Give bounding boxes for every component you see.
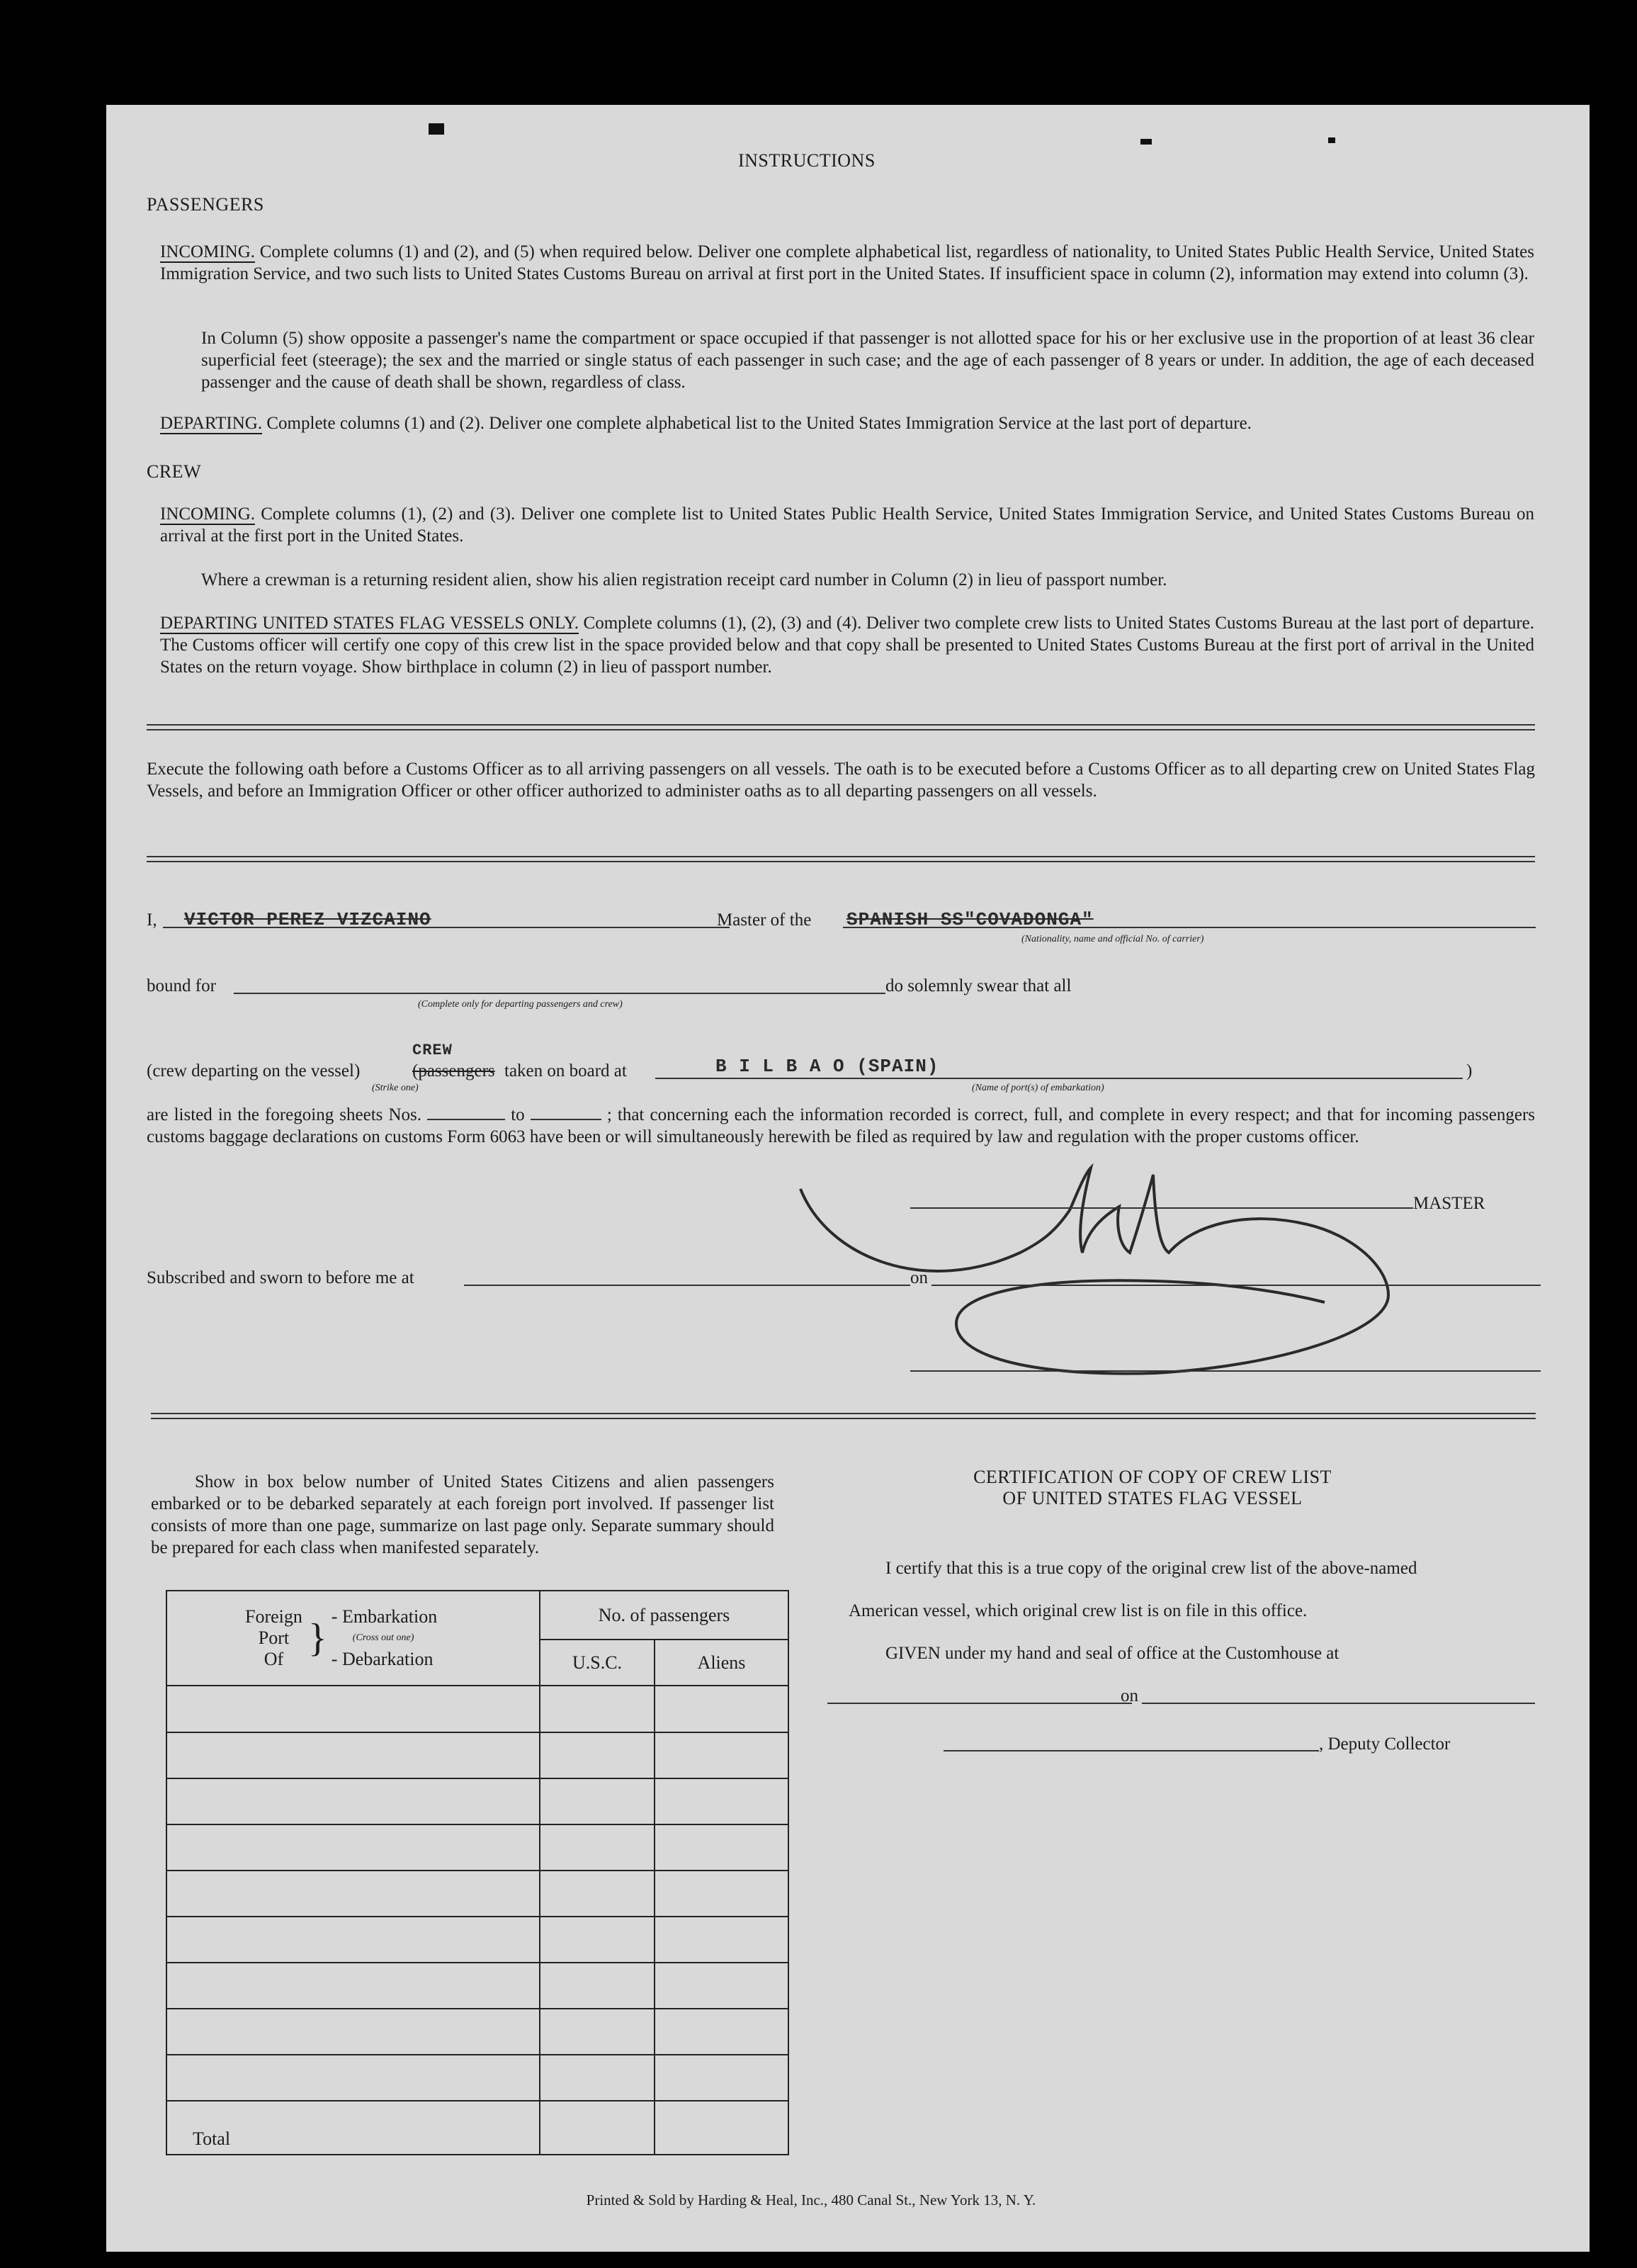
certification-title-1: CERTIFICATION OF COPY OF CREW LIST [973,1467,1332,1487]
given-text: GIVEN under my hand and seal of office at the Customhouse at [885,1644,1339,1663]
aliens-cell[interactable] [655,1963,788,2009]
printer-footer: Printed & Sold by Harding & Heal, Inc., 480 Canal St., New York 13, N. Y. [586,2191,1036,2208]
usc-total-cell[interactable] [540,2101,655,2155]
brace-icon: } [307,1616,327,1661]
ink-mark [1328,137,1335,143]
total-label: Total [166,2101,540,2155]
certify-text: I certify that this is a true copy of the original crew list of the above-named [885,1559,1417,1578]
passengers-incoming-label: INCOMING. [160,242,256,261]
foreign-port-of [245,1606,302,1670]
usc-header: U.S.C. [540,1640,655,1686]
aliens-cell[interactable] [655,1778,788,1824]
crew-departing-label: (crew departing on the vessel) [147,1061,361,1081]
deputy-collector-label: , Deputy Collector [1319,1734,1451,1754]
passengers-heading: PASSENGERS [147,194,264,215]
form-sheet [106,105,1590,2252]
port-of-embarkation: B I L B A O (SPAIN) [715,1056,939,1077]
subscribed-place-line [464,1285,910,1286]
usc-cell[interactable] [540,1917,655,1963]
usc-cell[interactable] [540,1824,655,1871]
crew-incoming-paragraph [160,503,1534,547]
certification-date-line [1142,1703,1535,1704]
to-label: to [511,1105,525,1124]
aliens-cell[interactable] [655,1686,788,1732]
close-paren: ) [1466,1061,1473,1081]
port-header-cell [166,1591,540,1686]
crew-departing-label: DEPARTING UNITED STATES FLAG VESSELS ONLY. [160,614,579,633]
passengers-incoming-paragraph [160,241,1534,285]
officer-signature-line [910,1370,1541,1372]
listed-text: ; that concerning each the information recorded is correct, full, and complete in every respect; and that for incoming passengers customs baggage declarations on customs Form 6063 have been or will simultaneously herewith be filed as required by law and regulation with the proper customs officer. [147,1105,1536,1146]
cross-out-caption: (Cross out one) [352,1632,414,1644]
crew-resident-paragraph: Where a crewman is a returning resident alien, show his alien registration receipt card number in Column (2) in lieu of passport number. [201,570,1167,589]
port-cell[interactable] [166,1824,540,1871]
page-title: INSTRUCTIONS [738,150,876,171]
bound-for-label: bound for [147,976,216,995]
usc-cell[interactable] [540,1732,655,1778]
aliens-cell[interactable] [655,2055,788,2101]
crew-incoming-label: INCOMING. [160,504,256,524]
aliens-cell[interactable] [655,1871,788,1917]
subscribed-on-label: on [910,1268,928,1287]
port-cell[interactable] [166,2009,540,2055]
strike-caption: (Strike one) [372,1083,419,1093]
sheet-to-field[interactable] [531,1119,601,1120]
listed-paragraph [147,1104,1535,1148]
column5-paragraph: In Column (5) show opposite a passenger's name the compartment or space occupied if that passenger is not allotted space for his or her exclusive use in the proportion of at least 36 clear superficial feet (steerage); the sex and the married or single status of each passenger in such case; and the age of each passenger of 8 years or under. In addition, the age of each deceased passenger and the cause of death shall be shown, regardless of class. [201,329,1534,392]
passengers-departing-paragraph [160,412,1534,434]
section-divider [151,1413,1536,1419]
crew-typed: CREW [412,1042,453,1059]
bound-for-line [234,993,885,994]
debarkation-option[interactable]: - Debarkation [331,1649,434,1670]
aliens-cell[interactable] [655,1732,788,1778]
aliens-cell[interactable] [655,1824,788,1871]
subscribed-date-line [931,1285,1541,1286]
passengers-label: (passengers [412,1061,495,1081]
vessel-caption: (Nationality, name and official No. of carrier) [1021,934,1204,944]
aliens-total-cell[interactable] [655,2101,788,2155]
usc-cell[interactable] [540,1778,655,1824]
certification-title-2: OF UNITED STATES FLAG VESSEL [1002,1488,1303,1508]
subscribed-label: Subscribed and sworn to before me at [147,1268,414,1287]
ink-mark [429,123,444,135]
usc-cell[interactable] [540,2009,655,2055]
port-cell[interactable] [166,2055,540,2101]
aliens-cell[interactable] [655,1917,788,1963]
aliens-header: Aliens [655,1640,788,1686]
foreign-label: Foreign [245,1606,302,1627]
american-vessel-text: American vessel, which original crew list is on file in this office. [849,1601,1308,1620]
usc-cell[interactable] [540,1686,655,1732]
master-label: MASTER [1413,1194,1485,1213]
passengers-departing-label: DEPARTING. [160,414,263,433]
passenger-summary-table [166,1590,789,2155]
crew-departing-text: Complete columns (1), (2), (3) and (4). Deliver two complete crew lists to United States Customs Bureau at the last port of departure. The Customs officer will certify one copy of this crew list in the space provided below and that copy shall be presented to United States Customs Bureau at the first port of arrival in the United States on the return voyage. Show birthplace in column (2) in lieu of passport number. [160,614,1535,677]
of-label: Of [264,1649,284,1670]
port-line [655,1078,1463,1079]
ink-mark [1140,139,1152,145]
master-name: VICTOR PEREZ VIZCAINO [184,909,431,930]
swear-label: do solemnly swear that all [885,976,1072,995]
master-signature [786,1146,1495,1444]
port-cell[interactable] [166,1871,540,1917]
summary-instructions: Show in box below number of United States Citizens and alien passengers embarked or to be debarked separately at each foreign port involved. If passenger list consists of more than one page, summarize on last page only. Separate summary should be prepared for each class when manifested separately. [151,1472,774,1557]
oath-i-label: I, [147,910,157,930]
port-cell[interactable] [166,1732,540,1778]
section-divider [147,856,1535,862]
embarkation-option[interactable]: - Embarkation [331,1606,438,1627]
crew-heading: CREW [147,461,202,482]
port-cell[interactable] [166,1686,540,1732]
crew-incoming-text: Complete columns (1), (2) and (3). Deliver one complete list to United States Public Health Service, United States Immigration Service, and United States Customs Bureau on arrival at the first port in the United States. [160,504,1534,546]
port-cell[interactable] [166,1963,540,2009]
usc-cell[interactable] [540,2055,655,2101]
section-divider [147,724,1535,730]
usc-cell[interactable] [540,1871,655,1917]
passengers-departing-text: Complete columns (1) and (2). Deliver one complete alphabetical list to the United States Immigration Service at the last port of departure. [266,414,1252,433]
customhouse-line [827,1703,1132,1704]
no-of-passengers-header: No. of passengers [540,1591,788,1640]
taken-on-board-label: taken on board at [504,1061,627,1081]
certification-on-label: on [1121,1686,1138,1705]
oath-instructions: Execute the following oath before a Customs Officer as to all arriving passengers on all vessels. The oath is to be executed before a Customs Officer as to all departing crew on United States Flag Vessels, and before an Immigration Officer or other officer authorized to administer oaths as to all departing passengers on all vessels. [147,760,1535,801]
master-of-label: Master of the [717,910,812,930]
deputy-collector-line [944,1750,1319,1751]
crew-departing-paragraph [160,612,1534,678]
usc-cell[interactable] [540,1963,655,2009]
aliens-cell[interactable] [655,2009,788,2055]
port-cell[interactable] [166,1778,540,1824]
port-cell[interactable] [166,1917,540,1963]
port-caption: (Name of port(s) of embarkation) [972,1083,1104,1093]
sheet-from-field[interactable] [427,1119,505,1120]
master-signature-line [910,1207,1413,1209]
passengers-incoming-text: Complete columns (1) and (2), and (5) when required below. Deliver one complete alphabetical list, regardless of nationality, to United States Public Health Service, United States Immigration Service, and two such lists to United States Customs Bureau on arrival at first port in the United States. If insufficient space in column (2), information may extend into column (3). [160,242,1535,283]
listed-label: are listed in the foregoing sheets Nos. [147,1105,422,1124]
vessel-name: SPANISH SS"COVADONGA" [846,909,1094,930]
port-label: Port [258,1627,290,1649]
bound-for-caption: (Complete only for departing passengers and crew) [418,999,623,1010]
